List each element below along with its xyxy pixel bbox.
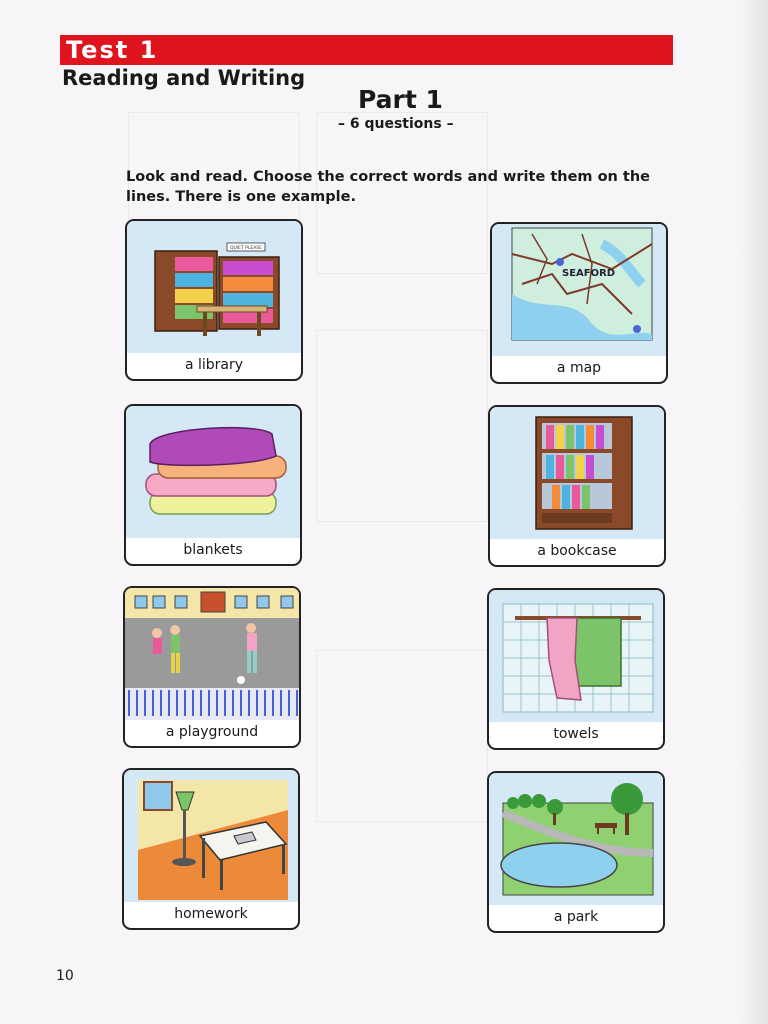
card-park — [487, 771, 665, 933]
card-label: a playground — [165, 724, 259, 740]
card-library — [125, 219, 303, 381]
quiet-sign-text: QUIET PLEASE — [229, 246, 263, 251]
card-map — [490, 222, 668, 384]
card-label: a library — [184, 357, 244, 373]
card-label: a park — [553, 909, 599, 925]
section-title: Reading and Writing — [62, 66, 306, 90]
card-bookcase — [488, 405, 666, 567]
playground-icon — [125, 588, 299, 720]
test-label: Test 1 — [66, 36, 159, 64]
card-label: a bookcase — [537, 543, 617, 559]
library-icon — [127, 221, 301, 353]
towels-icon — [489, 590, 663, 722]
card-label: a map — [556, 360, 602, 376]
bleed-through-box — [316, 330, 488, 522]
questions-count: – 6 questions – — [338, 116, 454, 132]
card-homework — [122, 768, 300, 930]
test-banner — [60, 35, 673, 65]
homework-icon — [124, 770, 298, 902]
instructions: Look and read. Choose the correct words and write them on the lines. There is one example. — [126, 169, 650, 205]
card-playground — [123, 586, 301, 748]
card-label: towels — [553, 726, 599, 742]
bleed-through-box — [316, 650, 488, 822]
park-icon — [489, 773, 663, 905]
card-towels — [487, 588, 665, 750]
card-blankets — [124, 404, 302, 566]
map-icon — [492, 224, 666, 356]
bookcase-icon — [490, 407, 664, 539]
card-label: blankets — [183, 542, 243, 558]
page-edge-shadow — [740, 0, 768, 1024]
part-title: Part 1 — [358, 85, 443, 114]
page-number: 10 — [56, 968, 74, 984]
map-place-text: SEAFORD — [562, 268, 616, 279]
card-label: homework — [174, 906, 248, 922]
blankets-icon — [126, 406, 300, 538]
